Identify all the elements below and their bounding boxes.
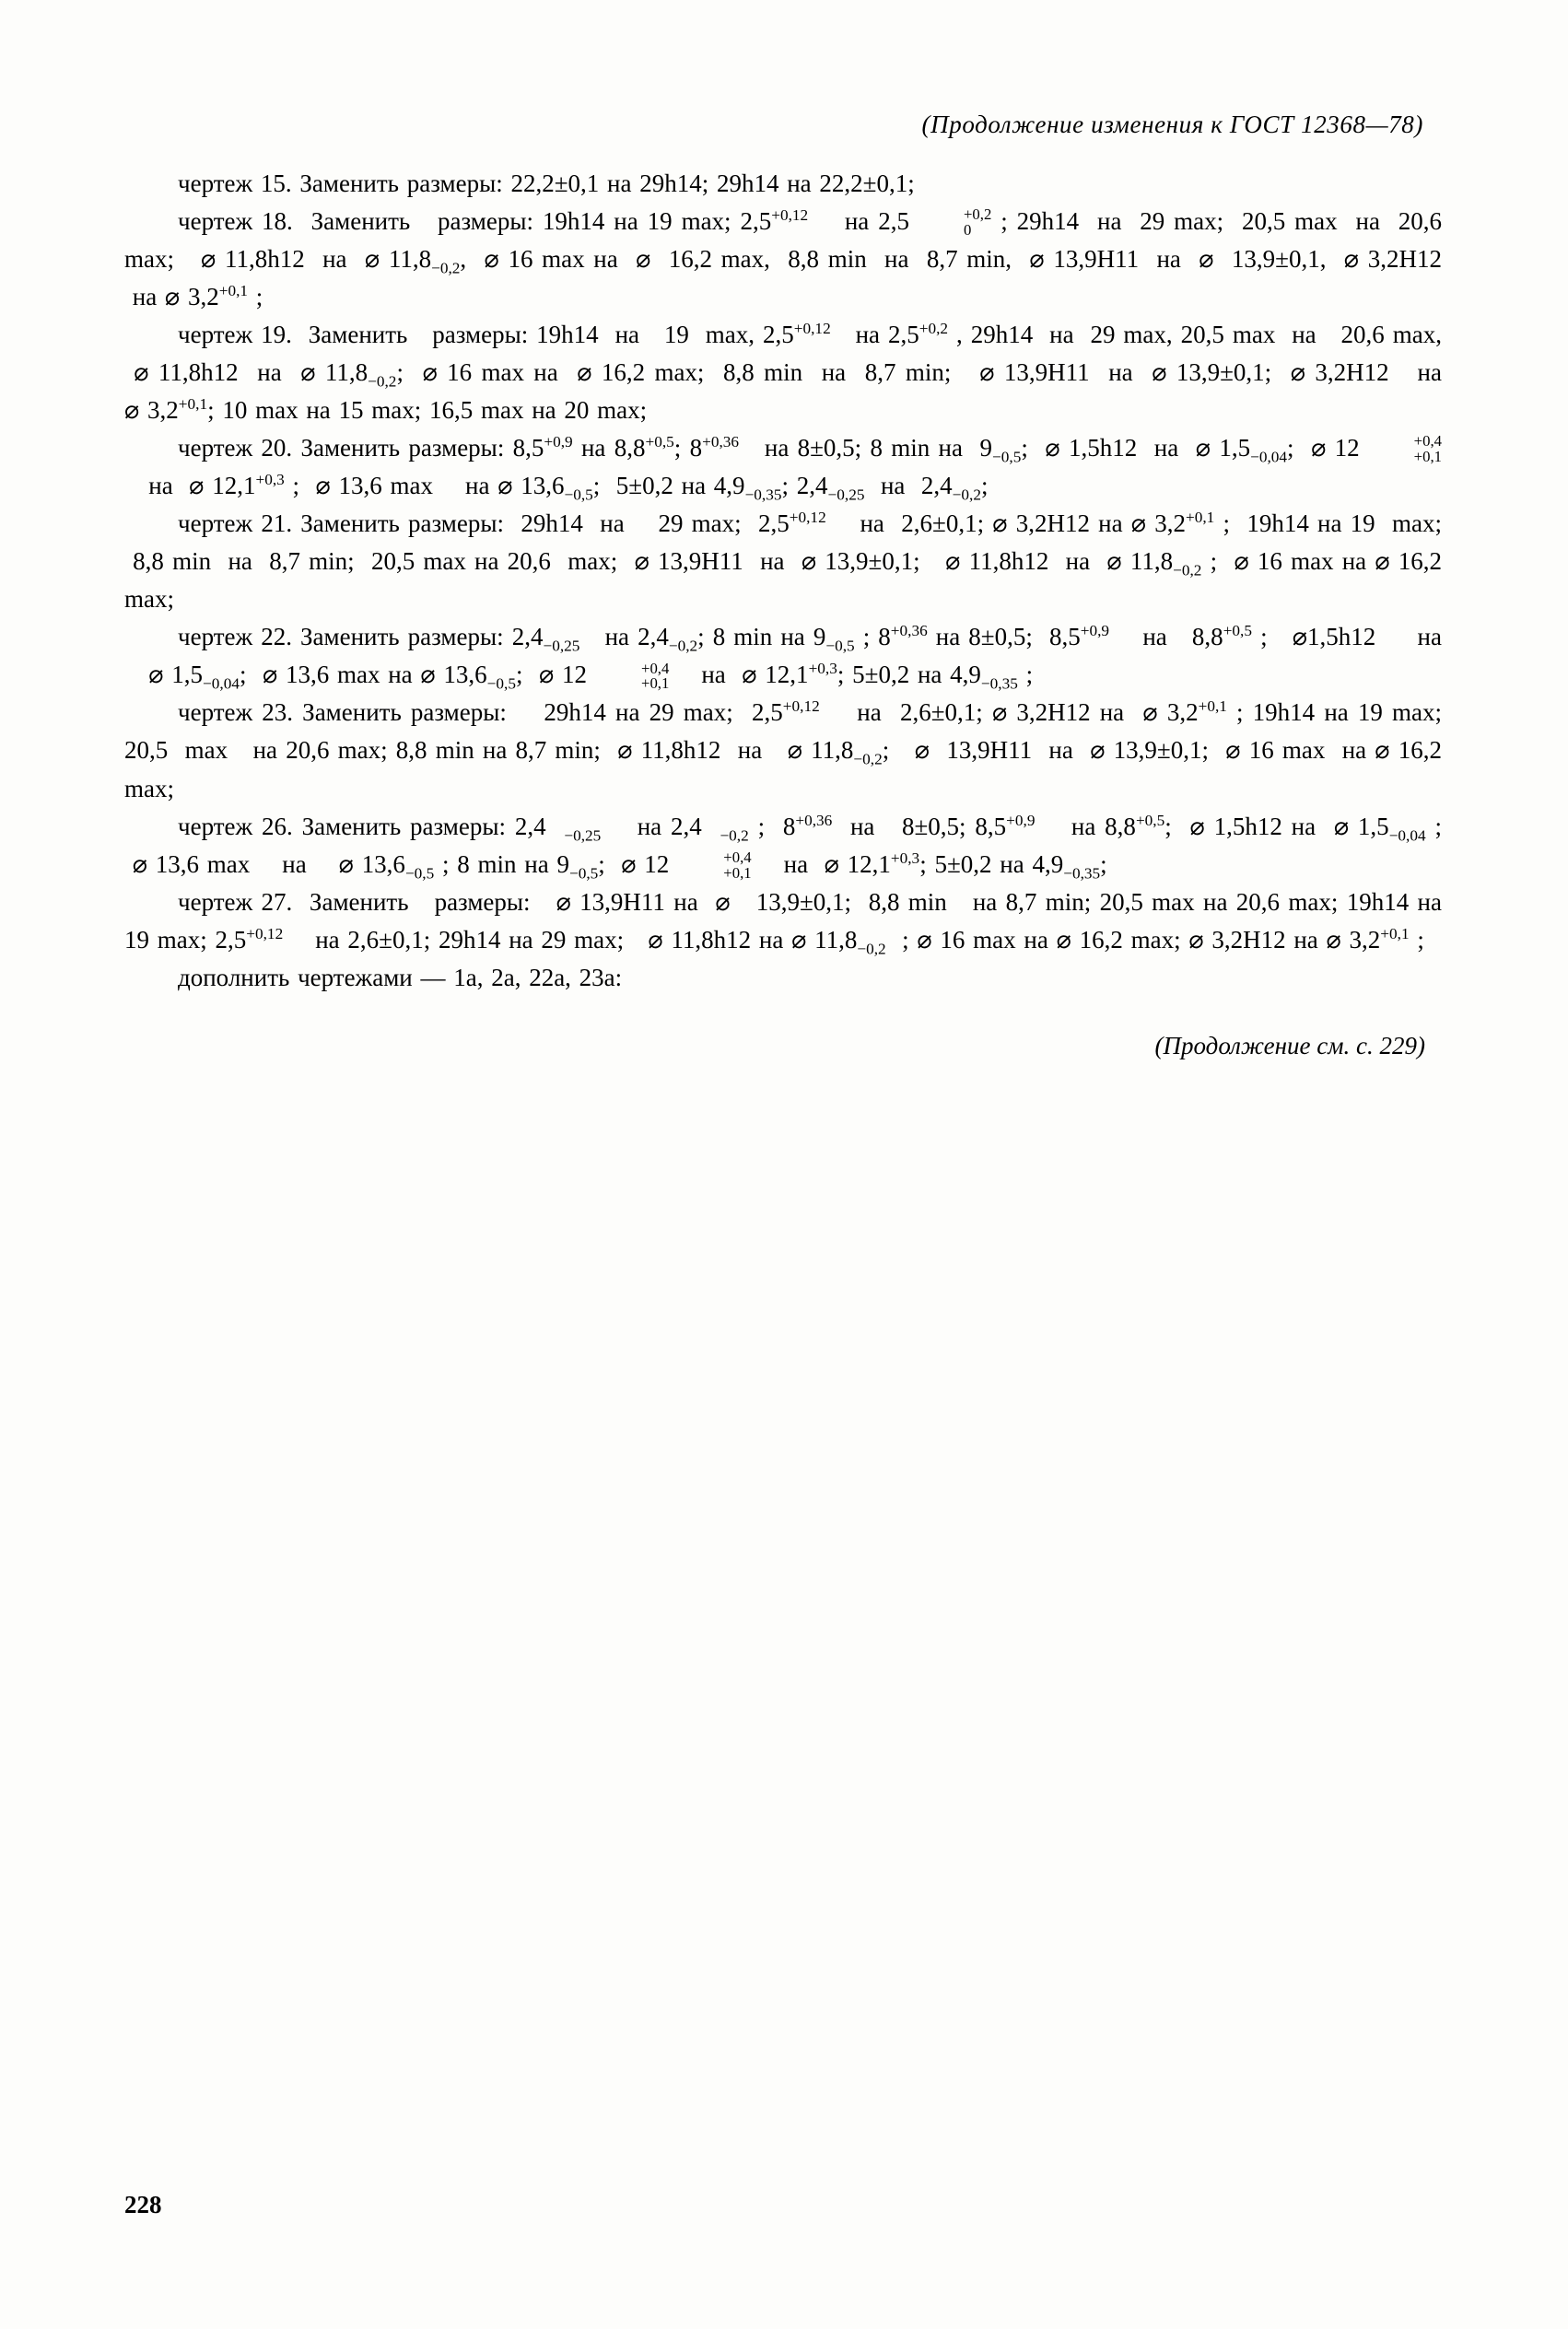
continuation-header: (Продолжение изменения к ГОСТ 12368—78) <box>921 111 1423 138</box>
paragraph-drawing-20: чертеж 20. Заменить размеры: $8,5^{+0,9}$ на $8,8^{+0,5}$; $8^{+0,36}$ на 8±0,5; 8 min на $9_{-0,5}$; ⌀ 1,5h12 на ⌀ $1,5_{-0,04}$; ⌀ 12 +0,4 +0,1 на ⌀ $12,1^{+0,3}$ ; ⌀ 13,6 max на ⌀ $13,6_{-0,5}$; 5±0,2 на $4,9_{-0,35}$; $2,4_{-0,25}$ на $2,4_{-0,2}$; <box>124 432 1442 504</box>
paragraph-drawing-19: чертеж 19. Заменить размеры: 19h14 на 19 max, $2,5^{+0,12}$ на $2,5^{+0,2}$ , 29h14 на 29 max, 20,5 max на 20,6 max, ⌀ 11,8h12 на ⌀ $11,8_{-0,2}$; ⌀ 16 max на ⌀ 16,2 max; 8,8 min на 8,7 min; ⌀ 13,9H11 на ⌀ 13,9±0,1; ⌀ 3,2H12 на ⌀ $3,2^{+0,1}$; 10 max на 15 max; 16,5 max на 20 max; <box>124 320 1442 425</box>
page-number: 228 <box>124 2191 162 2218</box>
paragraph-drawing-18: чертеж 18. Заменить размеры: 19h14 на 19 max; $2,5^{+0,12}$ на 2,5 +0,2 0 ; 29h14 на 29 max; 20,5 max на 20,6 max; ⌀ 11,8h12 на ⌀ $11,8_{-0,2}$, ⌀ 16 max на ⌀ 16,2 max, 8,8 min на 8,7 min, ⌀ 13,9H11 на ⌀ 13,9±0,1, ⌀ 3,2H12 на ⌀ $3,2^{+0,1}$ ; <box>124 205 1443 311</box>
paragraph-drawing-26: чертеж 26. Заменить размеры: 2,4 $_{-0,25}$ на 2,4 $_{-0,2}$ ; $8^{+0,36}$ на 8±0,5; $8,5^{+0,9}$ на $8,8^{+0,5}$; ⌀ 1,5h12 на ⌀ $1,5_{-0,04}$ ; ⌀ 13,6 max на ⌀ $13,6_{-0,5}$ ; 8 min на $9_{-0,5}$; ⌀ 12 +0,4 +0,1 на ⌀ $12,1^{+0,3}$; 5±0,2 на $4,9_{-0,35}$; <box>124 811 1442 882</box>
page-content <box>124 111 1442 1060</box>
paragraph-supplement: дополнить чертежами — 1а, 2а, 22а, 23а: <box>178 963 623 991</box>
continuation-footer: (Продолжение см. с. 229) <box>1154 1031 1425 1059</box>
paragraph-drawing-22: чертеж 22. Заменить размеры: $2,4_{-0,25}$ на $2,4_{-0,2}$; 8 min на $9_{-0,5}$ ; $8^{+0,36}$ на 8±0,5; $8,5^{+0,9}$ на $8,8^{+0,5}$ ; ⌀1,5h12 на ⌀ $1,5_{-0,04}$; ⌀ 13,6 max на ⌀ $13,6_{-0,5}$; ⌀ 12 +0,4 +0,1 на ⌀ $12,1^{+0,3}$; 5±0,2 на $4,9_{-0,35}$ ; <box>124 622 1442 693</box>
paragraph-drawing-27: чертеж 27. Заменить размеры: ⌀ 13,9H11 на ⌀ 13,9±0,1; 8,8 min на 8,7 min; 20,5 max на 20,6 max; 19h14 на 19 max; $2,5^{+0,12}$ на 2,6±0,1; 29h14 на 29 max; ⌀ 11,8h12 на ⌀ $11,8_{-0,2}$ ; ⌀ 16 max на ⌀ 16,2 max; ⌀ 3,2H12 на ⌀ $3,2^{+0,1}$ ; <box>124 887 1442 958</box>
paragraph-drawing-23: чертеж 23. Заменить размеры: 29h14 на 29 max; $2,5^{+0,12}$ на 2,6±0,1; ⌀ 3,2H12 на ⌀ $3,2^{+0,1}$ ; 19h14 на 19 max; 20,5 max на 20,6 max; 8,8 min на 8,7 min; ⌀ 11,8h12 на ⌀ $11,8_{-0,2}$; ⌀ 13,9H11 на ⌀ 13,9±0,1; ⌀ 16 max на ⌀ 16,2 max; <box>124 697 1443 802</box>
paragraph-drawing-15: чертеж 15. Заменить размеры: 22,2±0,1 на 29h14; 29h14 на 22,2±0,1; <box>178 170 915 197</box>
paragraph-drawing-21: чертеж 21. Заменить размеры: 29h14 на 29 max; $2,5^{+0,12}$ на 2,6±0,1; ⌀ 3,2H12 на ⌀ $3,2^{+0,1}$ ; 19h14 на 19 max; 8,8 min на 8,7 min; 20,5 max на 20,6 max; ⌀ 13,9H11 на ⌀ 13,9±0,1; ⌀ 11,8h12 на ⌀ $11,8_{-0,2}$ ; ⌀ 16 max на ⌀ 16,2 max; <box>124 509 1443 614</box>
